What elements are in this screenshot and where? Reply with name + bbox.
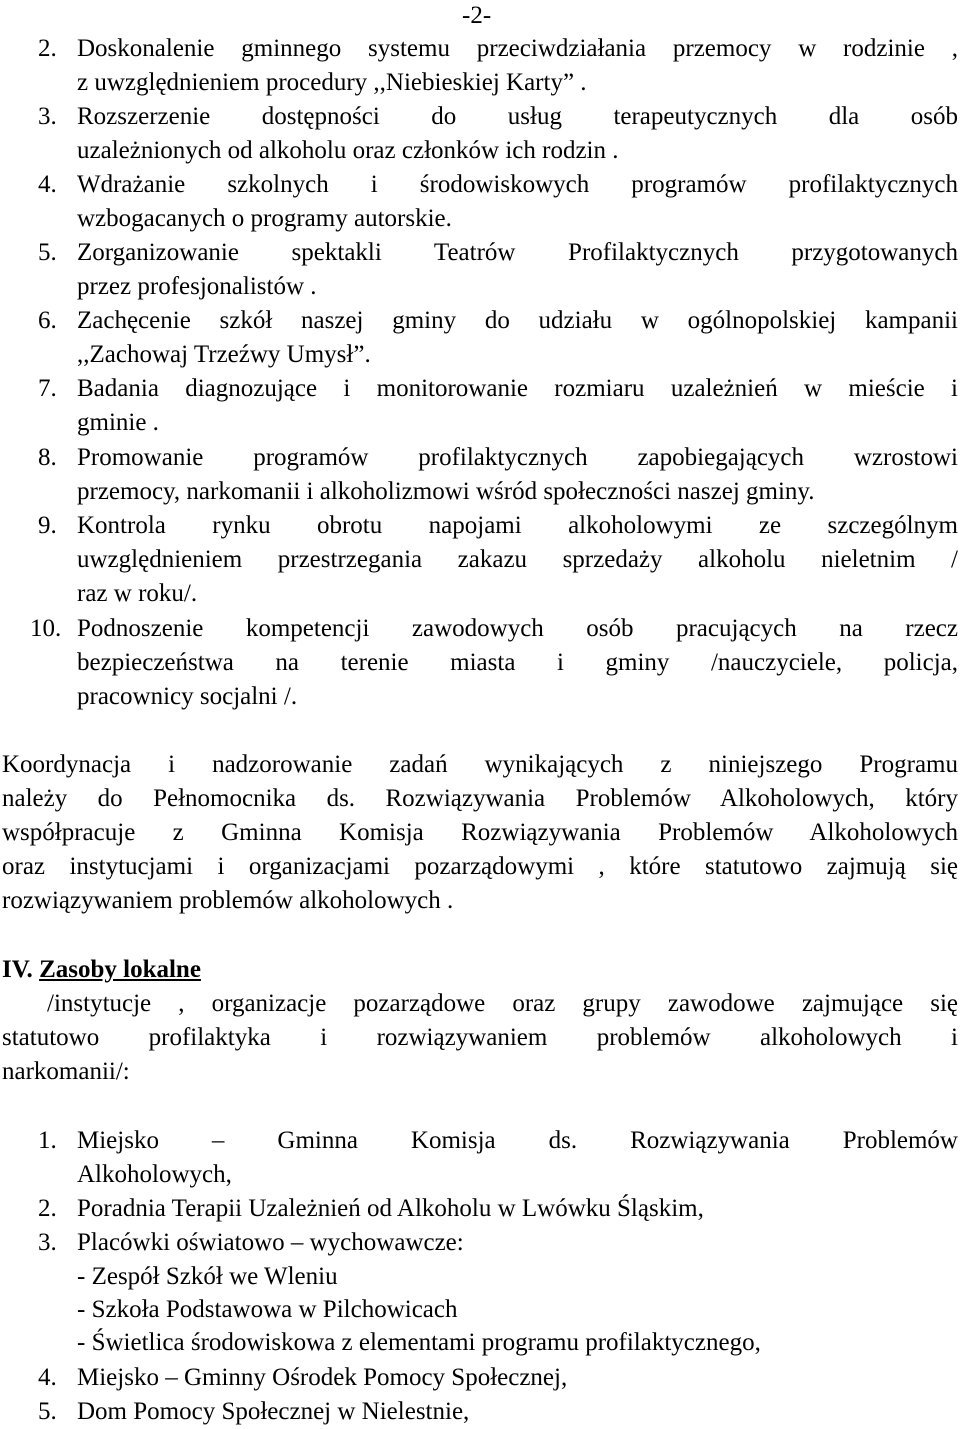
paragraph-line: należy do Pełnomocnika ds. Rozwiązywania Problemów Alkoholowych, który [2,785,958,812]
list-item-line: Kontrola rynku obrotu napojami alkoholowymi ze szczególnym [77,512,958,539]
page-number: -2- [462,2,492,29]
list-item-number: 5. [38,239,57,266]
list-item-number: 4. [38,171,57,198]
list-item-line: uzależnionych od alkoholu oraz członków ich rodzin . [77,137,619,164]
list-item-line: Dom Pomocy Społecznej w Nielestnie, [77,1398,470,1425]
list-item-number: 3. [38,103,57,130]
list-item-number: 6. [38,307,57,334]
section-roman-numeral: IV. [2,956,33,983]
coordination-paragraph [2,748,958,918]
list-item-number: 10. [30,615,62,642]
paragraph-line: współpracuje z Gminna Komisja Rozwiązywania Problemów Alkoholowych [2,819,958,846]
list-item-line: Miejsko – Gminny Ośrodek Pomocy Społecznej, [77,1364,568,1391]
school-item: - Szkoła Podstawowa w Pilchowicach [77,1296,458,1323]
list-item-line: ,,Zachowaj Trzeźwy Umysł”. [77,341,371,368]
list-item-number: 1. [38,1127,57,1154]
list-item-number: 8. [38,444,57,471]
paragraph-line: oraz instytucjami i organizacjami pozarządowymi , które statutowo zajmują się [2,853,958,880]
list-item-line: gminie . [77,409,159,436]
list-item-line: przemocy, narkomanii i alkoholizmowi wśród społeczności naszej gminy. [77,478,815,505]
list-item-number: 3. [38,1229,57,1256]
list-item-line: Zorganizowanie spektakli Teatrów Profilaktycznych przygotowanych [77,239,958,266]
list-item-line: Alkoholowych, [77,1161,232,1188]
list-item-number: 9. [38,512,57,539]
list-item-line: z uwzględnieniem procedury ,,Niebieskiej Karty” . [77,69,587,96]
list-item-line: uwzględnieniem przestrzegania zakazu sprzedaży alkoholu nieletnim / [77,546,958,573]
list-item-line: przez profesjonalistów . [77,273,317,300]
list-item-number: 7. [38,375,57,402]
list-item-line: Podnoszenie kompetencji zawodowych osób pracujących na rzecz [77,615,958,642]
list-item-line: wzbogacanych o programy autorskie. [77,205,452,232]
school-item: - Zespół Szkół we Wleniu [77,1263,338,1290]
list-item-line: Placówki oświatowo – wychowawcze: [77,1229,464,1256]
list-item-number: 4. [38,1364,57,1391]
paragraph-line: Koordynacja i nadzorowanie zadań wynikających z niniejszego Programu [2,751,958,778]
list-item-number: 5. [38,1398,57,1425]
list-item-line: Rozszerzenie dostępności do usług terapeutycznych dla osób [77,103,958,130]
list-item-line: Badania diagnozujące i monitorowanie rozmiaru uzależnień w mieście i [77,375,958,402]
section-heading [2,953,201,987]
list-item-line: pracownicy socjalni /. [77,683,298,710]
list-item-line: Zachęcenie szkół naszej gminy do udziału w ogólnopolskiej kampanii [77,307,958,334]
paragraph-line: statutowo profilaktyka i rozwiązywaniem problemów alkoholowych i [2,1024,958,1051]
list-item-line: Promowanie programów profilaktycznych zapobiegających wzrostowi [77,444,958,471]
list-item-line: Wdrażanie szkolnych i środowiskowych programów profilaktycznych [77,171,958,198]
paragraph-line: rozwiązywaniem problemów alkoholowych . [2,887,454,914]
list-item-line: Poradnia Terapii Uzależnień od Alkoholu w Lwówku Śląskim, [77,1195,704,1222]
list-item-line: Miejsko – Gminna Komisja ds. Rozwiązywania Problemów [77,1127,958,1154]
list-item-number: 2. [38,1195,57,1222]
school-item: - Świetlica środowiskowa z elementami programu profilaktycznego, [77,1329,761,1356]
section-intro [2,987,958,1089]
list-item-line: Doskonalenie gminnego systemu przeciwdziałania przemocy w rodzinie , [77,35,958,62]
list-item-line: raz w roku/. [77,580,198,607]
paragraph-line: /instytucje , organizacje pozarządowe oraz grupy zawodowe zajmujące się [47,990,958,1017]
list-item-line: bezpieczeństwa na terenie miasta i gminy /nauczyciele, policja, [77,649,958,676]
list-item-number: 2. [38,35,57,62]
section-title: Zasoby lokalne [39,956,201,983]
paragraph-line: narkomanii/: [2,1058,130,1085]
